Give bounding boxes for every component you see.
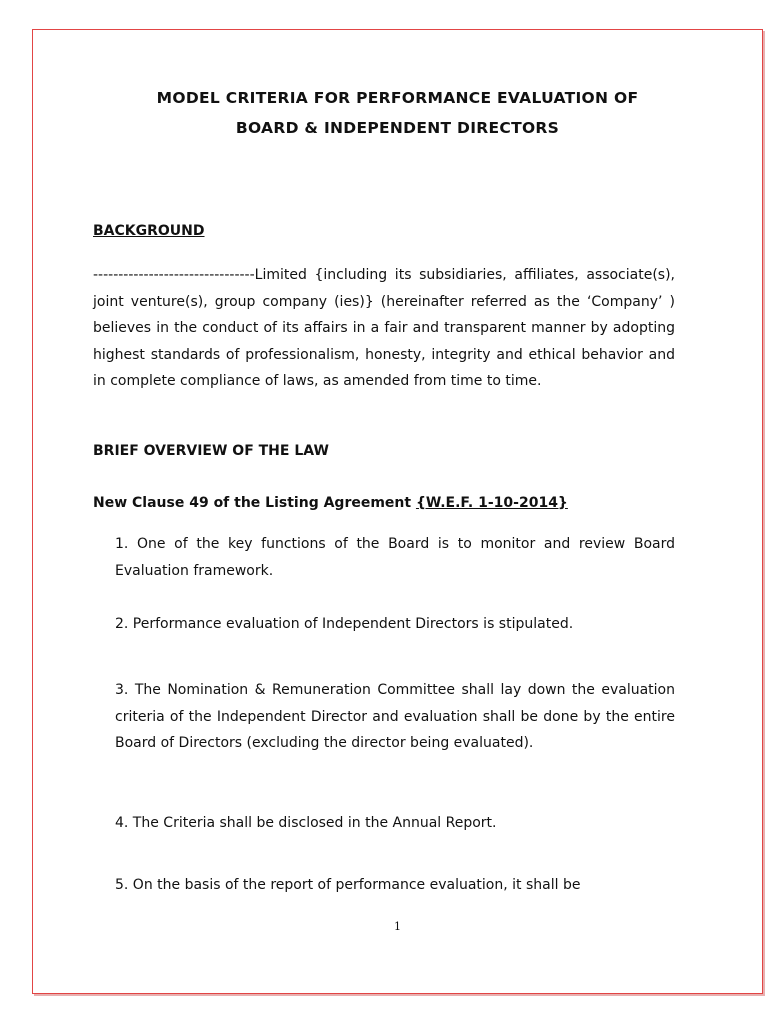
list-item: 5. On the basis of the report of performance evaluation, it shall be [115,877,581,893]
clause-heading-text: New Clause 49 of the Listing Agreement [93,495,412,511]
clause-effective-date: {W.E.F. 1-10-2014} [415,495,568,511]
background-heading: BACKGROUND [93,223,205,239]
document-title-line-1: MODEL CRITERIA FOR PERFORMANCE EVALUATION OF [156,89,639,107]
clause-heading [93,495,568,511]
list-item: 4. The Criteria shall be disclosed in the Annual Report. [115,815,497,831]
page-number: 1 [394,920,401,933]
document-title-line-2: BOARD & INDEPENDENT DIRECTORS [235,119,560,137]
background-paragraph: --------------------------------Limited {including its subsidiaries, affiliates, associate(s), joint venture(s), group company (ies)} (hereinafter referred as the ‘Company’ ) believes in the conduct of its affairs in a fair and transparent manner by adopting highest standards of professionalism, honesty, integrity and ethical behavior and in complete compliance of laws, as amended from time to time. [93,267,675,389]
page-border [32,29,763,994]
list-item: 2. Performance evaluation of Independent Directors is stipulated. [115,616,574,632]
list-item: 1. One of the key functions of the Board is to monitor and review Board Evaluation framework. [115,536,675,579]
list-item: 3. The Nomination & Remuneration Committee shall lay down the evaluation criteria of the Independent Director and evaluation shall be done by the entire Board of Directors (excluding the director being evaluated). [115,682,675,751]
law-overview-heading: BRIEF OVERVIEW OF THE LAW [93,443,329,459]
